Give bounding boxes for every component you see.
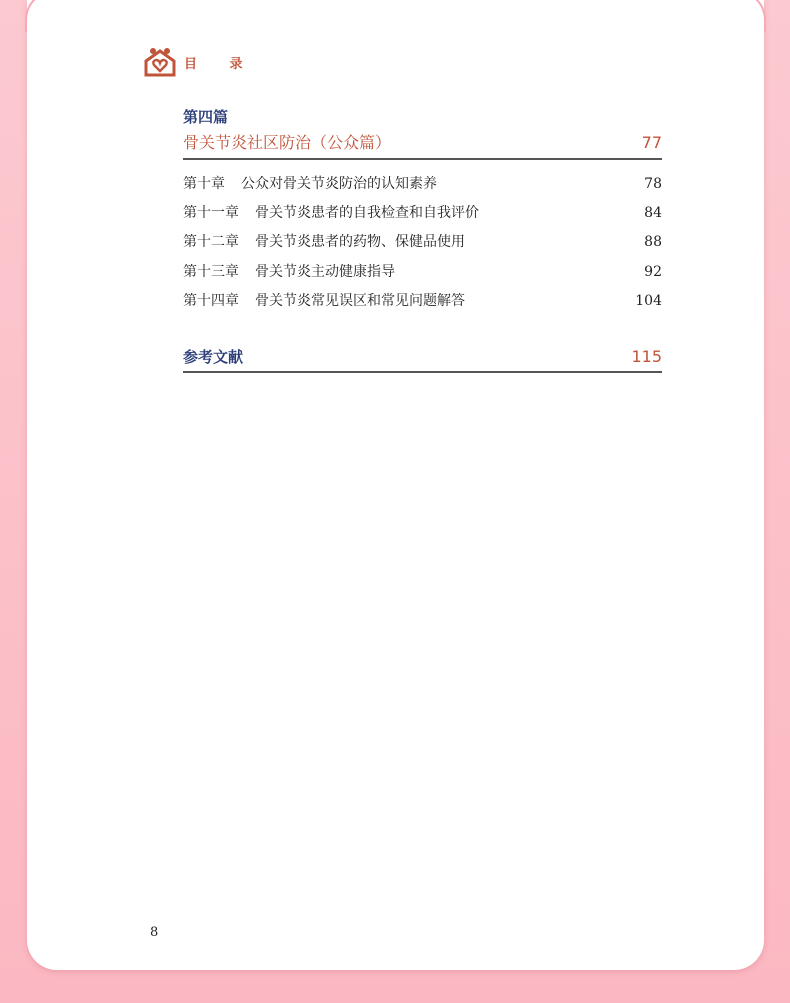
chapter-entry[interactable] (183, 258, 662, 287)
chapter-entry[interactable] (183, 170, 662, 199)
chapter-number: 第十章 (183, 176, 225, 192)
chapter-title: 公众对骨关节炎防治的认知素养 (241, 176, 437, 192)
house-heart-icon (144, 47, 176, 77)
chapter-title: 骨关节炎主动健康指导 (255, 263, 395, 280)
references-label: 参考文献 (183, 347, 244, 366)
chapter-number: 第十四章 (183, 292, 239, 309)
page-number: 8 (150, 925, 159, 940)
chapter-entry[interactable] (183, 287, 662, 316)
chapter-page: 88 (644, 234, 662, 251)
chapter-page: 92 (644, 263, 662, 280)
part-entry[interactable] (183, 128, 662, 160)
chapter-entry[interactable] (183, 228, 662, 257)
chapter-title: 骨关节炎患者的药物、保健品使用 (255, 234, 465, 251)
chapter-page: 84 (644, 205, 662, 222)
chapter-list (183, 170, 662, 316)
chapter-number: 第十一章 (183, 205, 239, 222)
part-label: 第四篇 (183, 108, 229, 126)
part-page: 77 (641, 133, 662, 152)
chapter-title: 骨关节炎常见误区和常见问题解答 (255, 292, 465, 309)
references-entry[interactable] (183, 343, 662, 373)
part-title: 骨关节炎社区防治（公众篇） (183, 133, 392, 152)
chapter-number: 第十二章 (183, 234, 239, 251)
toc-header (144, 47, 257, 77)
book-page (27, 0, 764, 970)
chapter-title: 骨关节炎患者的自我检查和自我评价 (255, 205, 479, 222)
references-page: 115 (631, 346, 662, 366)
toc-title: 目 录 (184, 56, 257, 72)
table-of-contents (183, 106, 662, 373)
chapter-entry[interactable] (183, 199, 662, 228)
chapter-number: 第十三章 (183, 263, 239, 280)
chapter-page: 104 (635, 292, 662, 309)
chapter-page: 78 (644, 176, 662, 192)
